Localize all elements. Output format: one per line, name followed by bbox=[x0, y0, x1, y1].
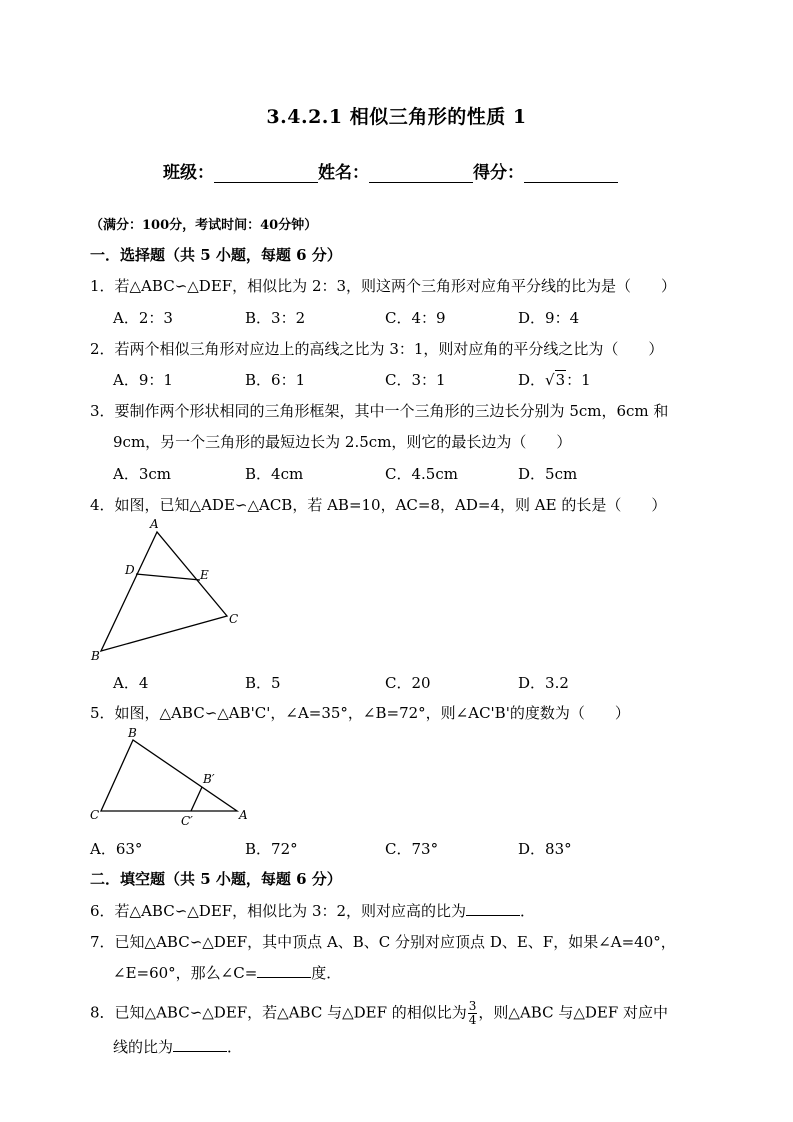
question-6-text: 6．若△ABC∽△DEF，相似比为 3：2，则对应高的比为 bbox=[90, 902, 467, 920]
label-c: C bbox=[90, 808, 100, 822]
q3-option-b[interactable]: B．4cm bbox=[245, 465, 304, 483]
q3-option-c[interactable]: C．4.5cm bbox=[385, 465, 458, 483]
question-3-stem-line1: 3．要制作两个形状相同的三角形框架，其中一个三角形的三边长分别为 5cm，6cm 和 bbox=[90, 402, 669, 420]
q2-option-c[interactable]: C．3：1 bbox=[385, 371, 446, 389]
name-blank[interactable] bbox=[369, 162, 473, 183]
question-6-end: ． bbox=[520, 902, 536, 920]
question-7-text: ∠E=60°，那么∠C= bbox=[113, 964, 258, 982]
student-info-row bbox=[163, 158, 618, 183]
question-3-stem-line2: 9cm，另一个三角形的最短边长为 2.5cm，则它的最长边为（ ） bbox=[113, 433, 572, 451]
q7-answer-blank[interactable] bbox=[257, 965, 311, 978]
exam-info: （满分：100分，考试时间：40分钟） bbox=[90, 218, 318, 233]
q2-option-d-label: D． bbox=[518, 371, 546, 389]
q5-triangle-figure bbox=[85, 725, 255, 830]
triangle-abc bbox=[101, 532, 227, 651]
q2-option-d[interactable] bbox=[518, 369, 591, 390]
class-blank[interactable] bbox=[214, 162, 318, 183]
question-7-end: 度． bbox=[311, 964, 342, 982]
q4-option-b[interactable]: B．5 bbox=[245, 674, 281, 692]
question-8-line1 bbox=[90, 1000, 668, 1027]
fraction-denominator: 4 bbox=[468, 1013, 477, 1027]
q4-option-a[interactable]: A．4 bbox=[113, 674, 149, 692]
label-b-prime: B′ bbox=[203, 772, 215, 786]
question-7-line2 bbox=[113, 962, 341, 983]
q5-option-a[interactable]: A．63° bbox=[90, 840, 143, 858]
question-4-stem: 4．如图，已知△ADE∽△ACB，若 AB=10，AC=8，AD=4，则 AE 的长是（ ） bbox=[90, 496, 667, 514]
label-b: B bbox=[128, 726, 137, 740]
question-2-stem: 2．若两个相似三角形对应边上的高线之比为 3：1，则对应角的平分线之比为（ ） bbox=[90, 340, 664, 358]
fraction-numerator: 3 bbox=[468, 999, 477, 1013]
label-c: C bbox=[229, 612, 239, 626]
class-label: 班级： bbox=[163, 163, 214, 183]
section-heading-fill: 二．填空题（共 5 小题，每题 6 分） bbox=[90, 870, 342, 888]
segment-b-prime-c-prime bbox=[191, 787, 202, 811]
question-8-text-cont: ，则△ABC 与△DEF 对应中 bbox=[478, 1003, 669, 1022]
q3-option-d[interactable]: D．5cm bbox=[518, 465, 578, 483]
triangle-abc bbox=[101, 740, 237, 811]
section-heading-choice: 一．选择题（共 5 小题，每题 6 分） bbox=[90, 246, 342, 264]
score-label: 得分： bbox=[473, 163, 524, 183]
label-a: A bbox=[239, 808, 248, 822]
q4-triangle-figure bbox=[85, 515, 255, 665]
label-b: B bbox=[91, 649, 100, 663]
question-5-stem: 5．如图，△ABC∽△AB'C'，∠A=35°，∠B=72°，则∠AC'B'的度数为（ ） bbox=[90, 704, 630, 722]
question-8-line2 bbox=[113, 1036, 242, 1057]
q2-option-d-ratio: ：1 bbox=[566, 371, 591, 389]
q2-option-a[interactable]: A．9：1 bbox=[113, 371, 173, 389]
name-label: 姓名： bbox=[318, 163, 369, 183]
q3-option-a[interactable]: A．3cm bbox=[113, 465, 172, 483]
q2-option-d-radicand: 3 bbox=[555, 371, 566, 389]
question-8-text-2: 线的比为 bbox=[113, 1038, 174, 1056]
question-7-line1: 7．已知△ABC∽△DEF，其中顶点 A、B、C 分别对应顶点 D、E、F，如果∠A=40°， bbox=[90, 933, 676, 951]
sqrt-symbol: √ bbox=[545, 371, 555, 389]
q4-option-c[interactable]: C．20 bbox=[385, 674, 431, 692]
label-d: D bbox=[125, 563, 135, 577]
q5-option-d[interactable]: D．83° bbox=[518, 840, 572, 858]
q1-option-b[interactable]: B．3：2 bbox=[245, 309, 306, 327]
ratio-fraction bbox=[468, 1000, 478, 1027]
question-8-end: ． bbox=[227, 1038, 243, 1056]
score-blank[interactable] bbox=[524, 162, 618, 183]
q5-option-c[interactable]: C．73° bbox=[385, 840, 439, 858]
question-8-text: 8．已知△ABC∽△DEF，若△ABC 与△DEF 的相似比为 bbox=[90, 1003, 467, 1022]
page-title: 3.4.2.1 相似三角形的性质 1 bbox=[266, 106, 527, 128]
q4-option-d[interactable]: D．3.2 bbox=[518, 674, 569, 692]
q1-option-d[interactable]: D．9：4 bbox=[518, 309, 580, 327]
q1-option-c[interactable]: C．4：9 bbox=[385, 309, 446, 327]
label-e: E bbox=[200, 568, 209, 582]
label-c-prime: C′ bbox=[181, 814, 193, 828]
question-1-stem: 1．若△ABC∽△DEF，相似比为 2：3，则这两个三角形对应角平分线的比为是（ ） bbox=[90, 277, 677, 295]
q5-option-b[interactable]: B．72° bbox=[245, 840, 298, 858]
q1-option-a[interactable]: A．2：3 bbox=[113, 309, 173, 327]
q8-answer-blank[interactable] bbox=[173, 1039, 227, 1052]
label-a: A bbox=[150, 517, 159, 531]
segment-de bbox=[136, 574, 200, 580]
q6-answer-blank[interactable] bbox=[466, 903, 520, 916]
question-6 bbox=[90, 900, 535, 921]
q2-option-b[interactable]: B．6：1 bbox=[245, 371, 306, 389]
